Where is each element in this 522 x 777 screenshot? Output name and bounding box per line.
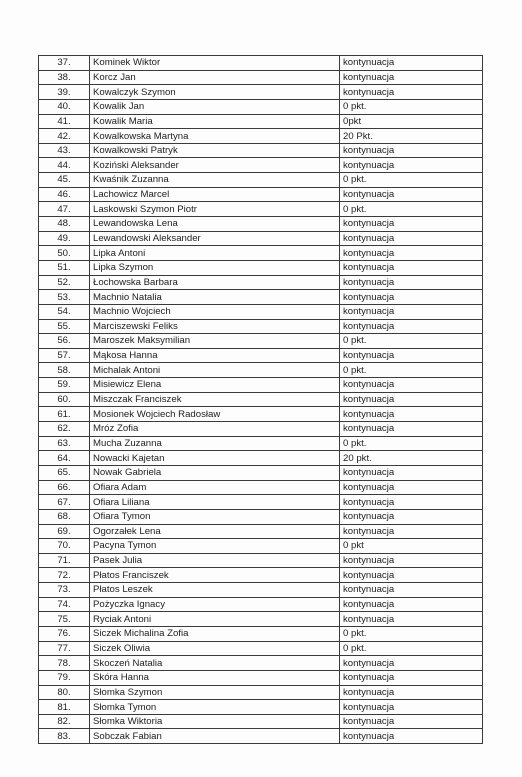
- student-name: Lipka Szymon: [90, 260, 340, 275]
- result-value: kontynuacja: [340, 348, 483, 363]
- student-name: Płatos Franciszek: [90, 568, 340, 583]
- result-value: kontynuacja: [340, 597, 483, 612]
- result-value: kontynuacja: [340, 509, 483, 524]
- student-name: Siczek Michalina Zofia: [90, 626, 340, 641]
- table-row: [39, 729, 483, 744]
- student-name: Mucha Zuzanna: [90, 436, 340, 451]
- result-value: 20 pkt.: [340, 451, 483, 466]
- row-number: 43.: [39, 143, 90, 158]
- result-value: 0 pkt.: [340, 641, 483, 656]
- table-row: [39, 275, 483, 290]
- table-row: [39, 670, 483, 685]
- result-value: kontynuacja: [340, 670, 483, 685]
- student-name: Pacyna Tymon: [90, 539, 340, 554]
- row-number: 58.: [39, 363, 90, 378]
- row-number: 62.: [39, 422, 90, 437]
- row-number: 53.: [39, 290, 90, 305]
- row-number: 51.: [39, 260, 90, 275]
- student-name: Lachowicz Marcel: [90, 187, 340, 202]
- table-row: [39, 465, 483, 480]
- student-name: Korcz Jan: [90, 70, 340, 85]
- table-row: [39, 714, 483, 729]
- table-row: [39, 553, 483, 568]
- result-value: kontynuacja: [340, 290, 483, 305]
- table-row: [39, 56, 483, 71]
- row-number: 71.: [39, 553, 90, 568]
- student-name: Ofiara Liliana: [90, 495, 340, 510]
- table-row: [39, 231, 483, 246]
- result-value: 0 pkt.: [340, 173, 483, 188]
- result-value: kontynuacja: [340, 217, 483, 232]
- result-value: kontynuacja: [340, 407, 483, 422]
- table-row: [39, 143, 483, 158]
- result-value: kontynuacja: [340, 158, 483, 173]
- table-row: [39, 480, 483, 495]
- row-number: 46.: [39, 187, 90, 202]
- row-number: 54.: [39, 304, 90, 319]
- table-row: [39, 626, 483, 641]
- student-name: Lewandowska Lena: [90, 217, 340, 232]
- result-value: kontynuacja: [340, 524, 483, 539]
- table-row: [39, 568, 483, 583]
- student-name: Michalak Antoni: [90, 363, 340, 378]
- row-number: 65.: [39, 465, 90, 480]
- result-value: kontynuacja: [340, 392, 483, 407]
- table-row: [39, 641, 483, 656]
- student-name: Kowalik Maria: [90, 114, 340, 129]
- table-row: [39, 539, 483, 554]
- student-name: Skóra Hanna: [90, 670, 340, 685]
- table-row: [39, 99, 483, 114]
- table-row: [39, 217, 483, 232]
- student-name: Łochowska Barbara: [90, 275, 340, 290]
- student-name: Skoczeń Natalia: [90, 656, 340, 671]
- table-row: [39, 158, 483, 173]
- student-name: Kowalkowski Patryk: [90, 143, 340, 158]
- row-number: 63.: [39, 436, 90, 451]
- table-row: [39, 656, 483, 671]
- table-row: [39, 422, 483, 437]
- table-row: [39, 290, 483, 305]
- result-value: kontynuacja: [340, 422, 483, 437]
- table-row: [39, 85, 483, 100]
- result-value: kontynuacja: [340, 143, 483, 158]
- row-number: 49.: [39, 231, 90, 246]
- row-number: 73.: [39, 583, 90, 598]
- student-name: Nowak Gabriela: [90, 465, 340, 480]
- result-value: kontynuacja: [340, 656, 483, 671]
- row-number: 78.: [39, 656, 90, 671]
- table-row: [39, 173, 483, 188]
- student-name: Słomka Szymon: [90, 685, 340, 700]
- result-value: kontynuacja: [340, 583, 483, 598]
- table-row: [39, 70, 483, 85]
- row-number: 38.: [39, 70, 90, 85]
- student-name: Kowalczyk Szymon: [90, 85, 340, 100]
- row-number: 79.: [39, 670, 90, 685]
- student-name: Kowalik Jan: [90, 99, 340, 114]
- student-name: Ryciak Antoni: [90, 612, 340, 627]
- student-name: Koziński Aleksander: [90, 158, 340, 173]
- row-number: 72.: [39, 568, 90, 583]
- result-value: kontynuacja: [340, 700, 483, 715]
- row-number: 48.: [39, 217, 90, 232]
- student-name: Nowacki Kajetan: [90, 451, 340, 466]
- row-number: 55.: [39, 319, 90, 334]
- result-value: 0 pkt.: [340, 334, 483, 349]
- student-name: Miszczak Franciszek: [90, 392, 340, 407]
- row-number: 77.: [39, 641, 90, 656]
- result-value: 0 pkt.: [340, 436, 483, 451]
- row-number: 57.: [39, 348, 90, 363]
- row-number: 74.: [39, 597, 90, 612]
- results-table-body: [39, 56, 483, 744]
- result-value: kontynuacja: [340, 729, 483, 744]
- result-value: kontynuacja: [340, 495, 483, 510]
- student-name: Laskowski Szymon Piotr: [90, 202, 340, 217]
- row-number: 83.: [39, 729, 90, 744]
- table-row: [39, 509, 483, 524]
- table-row: [39, 612, 483, 627]
- row-number: 68.: [39, 509, 90, 524]
- row-number: 60.: [39, 392, 90, 407]
- table-row: [39, 304, 483, 319]
- result-value: kontynuacja: [340, 260, 483, 275]
- table-row: [39, 334, 483, 349]
- row-number: 50.: [39, 246, 90, 261]
- row-number: 80.: [39, 685, 90, 700]
- student-name: Marciszewski Feliks: [90, 319, 340, 334]
- student-name: Machnio Natalia: [90, 290, 340, 305]
- result-value: kontynuacja: [340, 319, 483, 334]
- student-name: Pasek Julia: [90, 553, 340, 568]
- result-value: kontynuacja: [340, 465, 483, 480]
- student-name: Mosionek Wojciech Radosław: [90, 407, 340, 422]
- student-name: Ofiara Adam: [90, 480, 340, 495]
- student-name: Maroszek Maksymilian: [90, 334, 340, 349]
- student-name: Lewandowski Aleksander: [90, 231, 340, 246]
- row-number: 42.: [39, 129, 90, 144]
- table-row: [39, 260, 483, 275]
- table-row: [39, 319, 483, 334]
- row-number: 44.: [39, 158, 90, 173]
- row-number: 40.: [39, 99, 90, 114]
- result-value: kontynuacja: [340, 56, 483, 71]
- result-value: kontynuacja: [340, 685, 483, 700]
- result-value: kontynuacja: [340, 612, 483, 627]
- result-value: 0 pkt.: [340, 202, 483, 217]
- row-number: 66.: [39, 480, 90, 495]
- table-row: [39, 436, 483, 451]
- table-row: [39, 700, 483, 715]
- row-number: 47.: [39, 202, 90, 217]
- result-value: 0pkt: [340, 114, 483, 129]
- student-name: Słomka Tymon: [90, 700, 340, 715]
- result-value: kontynuacja: [340, 568, 483, 583]
- table-row: [39, 495, 483, 510]
- result-value: 0 pkt.: [340, 99, 483, 114]
- student-name: Mróz Zofia: [90, 422, 340, 437]
- row-number: 41.: [39, 114, 90, 129]
- table-row: [39, 685, 483, 700]
- row-number: 67.: [39, 495, 90, 510]
- row-number: 75.: [39, 612, 90, 627]
- row-number: 39.: [39, 85, 90, 100]
- result-value: kontynuacja: [340, 275, 483, 290]
- row-number: 76.: [39, 626, 90, 641]
- result-value: kontynuacja: [340, 231, 483, 246]
- student-name: Kowalkowska Martyna: [90, 129, 340, 144]
- result-value: kontynuacja: [340, 304, 483, 319]
- result-value: 20 Pkt.: [340, 129, 483, 144]
- student-name: Pożyczka Ignacy: [90, 597, 340, 612]
- student-name: Lipka Antoni: [90, 246, 340, 261]
- result-value: kontynuacja: [340, 246, 483, 261]
- results-table: [38, 55, 483, 744]
- row-number: 69.: [39, 524, 90, 539]
- student-name: Kominek Wiktor: [90, 56, 340, 71]
- table-row: [39, 187, 483, 202]
- table-row: [39, 363, 483, 378]
- result-value: kontynuacja: [340, 378, 483, 393]
- result-value: 0 pkt: [340, 539, 483, 554]
- row-number: 52.: [39, 275, 90, 290]
- student-name: Machnio Wojciech: [90, 304, 340, 319]
- row-number: 45.: [39, 173, 90, 188]
- result-value: kontynuacja: [340, 714, 483, 729]
- result-value: kontynuacja: [340, 85, 483, 100]
- row-number: 81.: [39, 700, 90, 715]
- student-name: Misiewicz Elena: [90, 378, 340, 393]
- result-value: kontynuacja: [340, 70, 483, 85]
- table-row: [39, 114, 483, 129]
- row-number: 59.: [39, 378, 90, 393]
- row-number: 37.: [39, 56, 90, 71]
- student-name: Ogorzałek Lena: [90, 524, 340, 539]
- table-row: [39, 407, 483, 422]
- row-number: 61.: [39, 407, 90, 422]
- table-row: [39, 392, 483, 407]
- table-row: [39, 378, 483, 393]
- table-row: [39, 524, 483, 539]
- student-name: Sobczak Fabian: [90, 729, 340, 744]
- result-value: 0 pkt.: [340, 626, 483, 641]
- student-name: Mąkosa Hanna: [90, 348, 340, 363]
- student-name: Siczek Oliwia: [90, 641, 340, 656]
- row-number: 82.: [39, 714, 90, 729]
- table-row: [39, 246, 483, 261]
- table-row: [39, 451, 483, 466]
- student-name: Płatos Leszek: [90, 583, 340, 598]
- row-number: 56.: [39, 334, 90, 349]
- result-value: kontynuacja: [340, 187, 483, 202]
- result-value: kontynuacja: [340, 480, 483, 495]
- student-name: Kwaśnik Zuzanna: [90, 173, 340, 188]
- table-row: [39, 202, 483, 217]
- table-row: [39, 348, 483, 363]
- row-number: 64.: [39, 451, 90, 466]
- student-name: Słomka Wiktoria: [90, 714, 340, 729]
- table-row: [39, 597, 483, 612]
- row-number: 70.: [39, 539, 90, 554]
- table-row: [39, 129, 483, 144]
- result-value: kontynuacja: [340, 553, 483, 568]
- table-row: [39, 583, 483, 598]
- student-name: Ofiara Tymon: [90, 509, 340, 524]
- result-value: 0 pkt.: [340, 363, 483, 378]
